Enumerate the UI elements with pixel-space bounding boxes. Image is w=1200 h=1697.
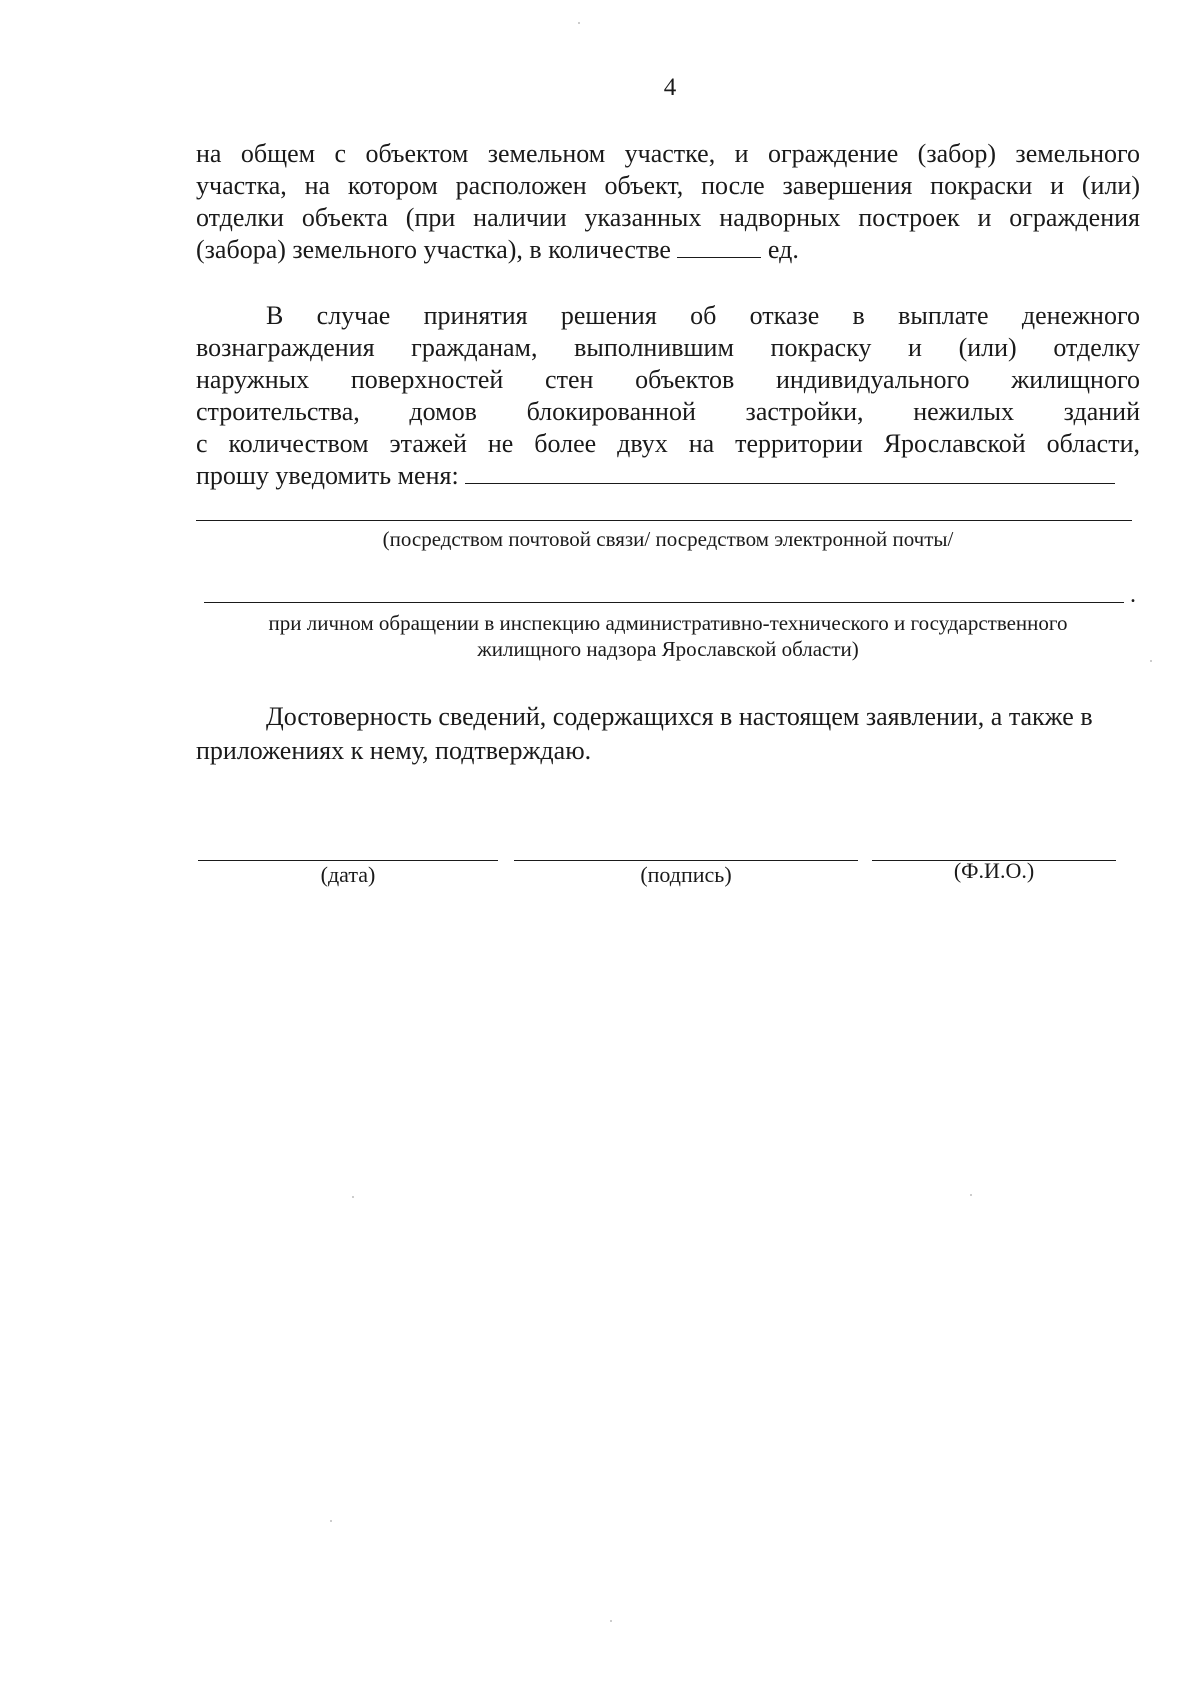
paragraph-line: отделки объекта (при наличии указанных надворных построек и ограждения	[196, 203, 1140, 232]
signature-line	[514, 860, 858, 861]
notify-line-text: прошу уведомить меня:	[196, 461, 459, 490]
paragraph-line: В случае принятия решения об отказе в выплате денежного	[266, 301, 1140, 330]
method-blank-period: .	[1130, 582, 1136, 608]
quantity-blank	[677, 235, 761, 258]
notify-blank	[465, 461, 1115, 484]
scan-speck	[970, 1194, 972, 1196]
paragraph-line: участка, на котором расположен объект, после завершения покраски и (или)	[196, 171, 1140, 200]
method-caption-3: жилищного надзора Ярославской области)	[477, 637, 859, 661]
paragraph-continuation	[196, 138, 1140, 266]
scan-speck	[1150, 660, 1152, 662]
scan-speck	[352, 1196, 354, 1198]
paragraph-confirmation: Достоверность сведений, содержащихся в настоящем заявлении, а также в приложениях к нему, подтверждаю.	[196, 702, 1093, 765]
method-caption-2: при личном обращении в инспекцию административно-технического и государственного	[268, 611, 1068, 635]
date-label: (дата)	[320, 862, 376, 887]
page-number: 4	[663, 74, 677, 101]
quantity-line	[196, 234, 1140, 266]
date-line	[198, 860, 498, 861]
paragraph-line: вознаграждения гражданам, выполнившим покраску и (или) отделку	[196, 333, 1140, 362]
paragraph-notification-request	[196, 300, 1140, 492]
method-blank-line	[204, 602, 1124, 603]
paragraph-line: наружных поверхностей стен объектов индивидуального жилищного	[196, 365, 1140, 394]
signature-label: (подпись)	[640, 862, 732, 887]
paragraph-line: строительства, домов блокированной застройки, нежилых зданий	[196, 397, 1140, 426]
scan-speck	[578, 22, 580, 24]
quantity-line-text: (забора) земельного участка), в количестве	[196, 235, 678, 264]
notify-line	[196, 460, 1140, 492]
quantity-unit: ед.	[761, 235, 799, 264]
paragraph-line: на общем с объектом земельном участке, и ограждение (забор) земельного	[196, 139, 1140, 168]
name-label: (Ф.И.О.)	[953, 858, 1035, 883]
paragraph-line: с количеством этажей не более двух на территории Ярославской области,	[196, 429, 1140, 458]
scan-speck	[610, 1620, 612, 1622]
method-caption-1: (посредством почтовой связи/ посредством электронной почты/	[382, 527, 954, 551]
scan-speck	[330, 1520, 332, 1522]
notify-blank-line-2	[196, 520, 1132, 521]
